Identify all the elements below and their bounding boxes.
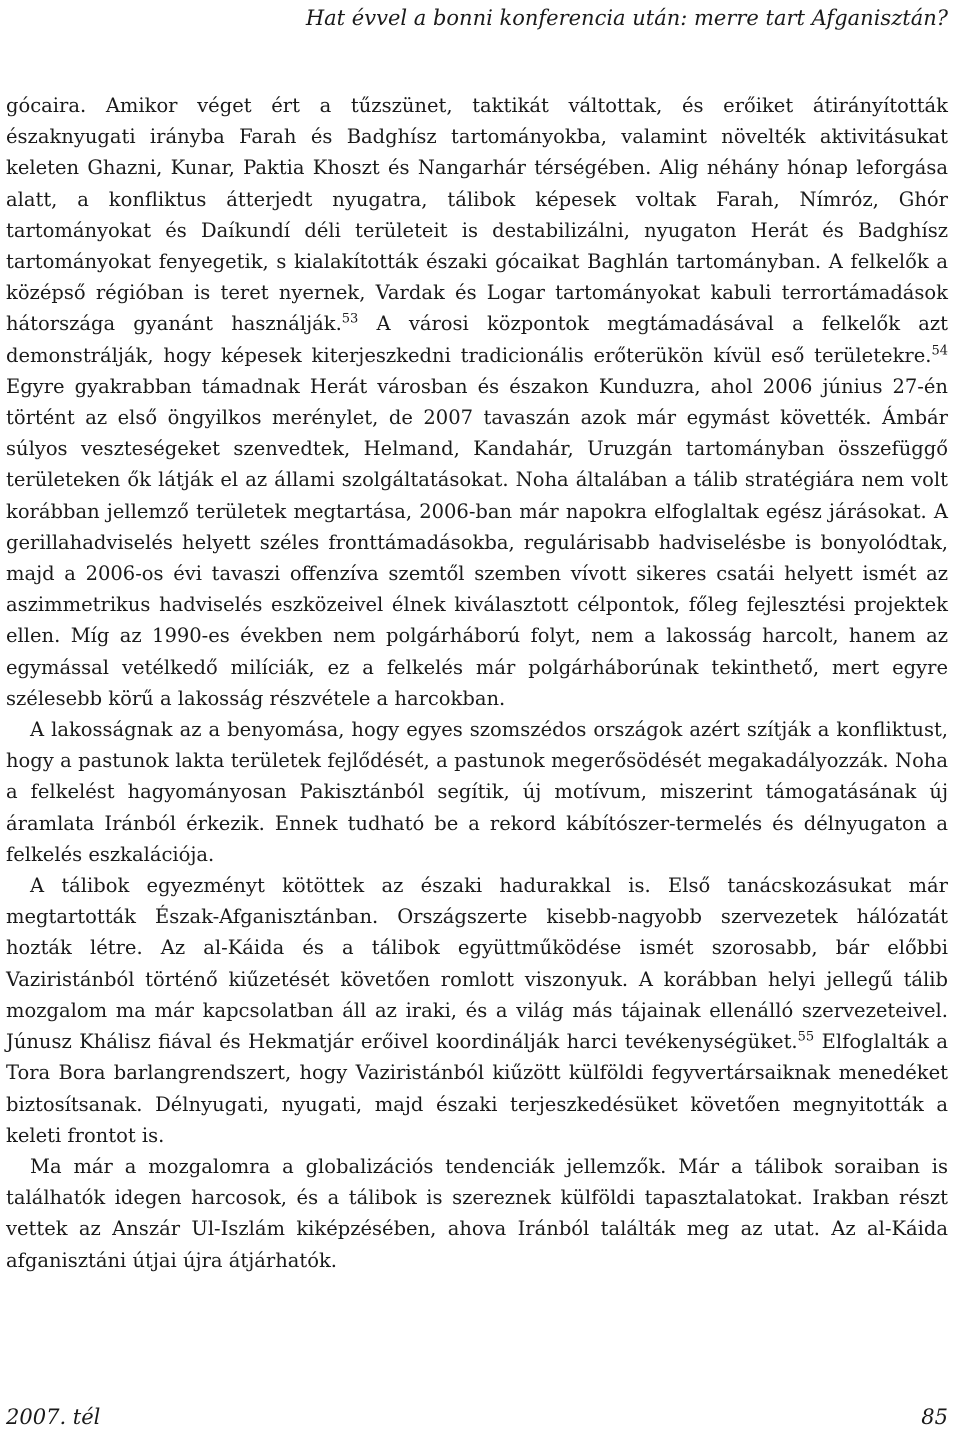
article-body	[6, 90, 948, 1276]
issue-label: 2007. tél	[6, 1405, 101, 1429]
paragraph-2	[6, 714, 948, 870]
page-number: 85	[921, 1405, 948, 1429]
footnote-ref[interactable]: 53	[341, 311, 359, 327]
paragraph-3	[6, 870, 948, 1151]
footnote-ref[interactable]: 54	[931, 343, 948, 359]
paragraph-1	[6, 90, 948, 714]
paragraph-text: A városi központok megtámadásával a felkelők azt demonstrálják, hogy képesek kiterjeszkedni tradicionális erőterükön kívül eső területekre.	[6, 312, 948, 367]
page-footer	[6, 1402, 948, 1432]
paragraph-text: A tálibok egyezményt kötöttek az északi hadurakkal is. Első tanácskozásukat már megtartották Észak-Afganisztánban. Országszerte kisebb-nagyobb szervezetek hálózatát hozták létre. Az al-Káida és a tálibok együttműködése ismét szorosabb, bár előbbi Vaziristánból történő kiűzetését követően romlott viszonyuk. A korábban helyi jellegű tálib mozgalom ma már kapcsolatban áll az iraki, és a világ más tájainak ellenálló szervezeteivel. Júnusz Khálisz fiával és Hekmatjár erőivel koordinálják harci tevékenységüket.	[6, 874, 948, 1054]
paragraph-text: Egyre gyakrabban támadnak Herát városban és északon Kunduzra, ahol 2006 június 27-én történt az első öngyilkos merénylet, de 2007 tavaszán azok már egymást követték. Ámbár súlyos veszteségeket szenvedtek, Helmand, Kandahár, Uruzgán tartományban összefüggő területeken ők látják el az állami szolgáltatásokat. Noha általában a tálib stratégiára nem volt korábban jellemző területek megtartása, 2006-ban már napokra elfoglaltak egész járásokat. A gerillahadviselés helyett széles fronttámadásokba, regulárisabb hadviselésbe is bonyolódtak, majd a 2006-os évi tavaszi offenzíva szemtől szemben vívott sikeres csatái helyett ismét az aszimmetrikus hadviselés eszközeivel élnek kiválasztott célpontok, főleg fejlesztési projektek ellen. Míg az 1990-es években nem polgárháború folyt, nem a lakosság harcolt, hanem az egymással vetélkedő milíciák, ez a felkelés már polgárháborúnak tekinthető, mert egyre szélesebb körű a lakosság részvétele a harcokban.	[6, 374, 948, 710]
paragraph-4	[6, 1151, 948, 1276]
paragraph-text: gócaira. Amikor véget ért a tűzszünet, taktikát váltottak, és erőiket átirányították északnyugati irányba Farah és Badghísz tartományokba, valamint növelték aktivitásukat keleten Ghazni, Kunar, Paktia Khoszt és Nangarhár térségében. Alig néhány hónap leforgása alatt, a konfliktus átterjedt nyugatra, tálibok képesek voltak Farah, Nímróz, Ghór tartományokat és Daíkundí déli területeit is destabilizálni, nyugaton Herát és Badghísz tartományokat fenyegetik, s kialakították északi gócaikat Baghlán tartományban. A felkelők a középső régióban is teret nyernek, Vardak és Logar tartományokat kabuli terrortámadások hátországa gyanánt használják.	[6, 94, 948, 336]
paragraph-text: Ma már a mozgalomra a globalizációs tendenciák jellemzők. Már a tálibok soraiban is találhatók idegen harcosok, és a tálibok is szereznek külföldi tapasztalatokat. Irakban részt vettek az Anszár Ul-Iszlám kiképzésében, ahova Iránból találták meg az utat. Az al-Káida afganisztáni útjai újra átjárhatók.	[6, 1154, 948, 1272]
footnote-ref[interactable]: 55	[797, 1029, 815, 1045]
paragraph-text: Elfoglalták a Tora Bora barlangrendszert, hogy Vaziristánból kiűzött külföldi fegyvertársaiknak menedéket biztosítsanak. Délnyugati, nyugati, majd északi terjeszkedésüket követően megnyitották a keleti frontot is.	[6, 1030, 948, 1147]
running-header	[0, 4, 948, 32]
running-title: Hat évvel a bonni konferencia után: merre tart Afganisztán?	[305, 6, 948, 30]
paragraph-text: A lakosságnak az a benyomása, hogy egyes szomszédos országok azért szítják a konfliktust, hogy a pastunok lakta területek fejlődését, a pastunok megerősödését megakadályozzák. Noha a felkelést hagyományosan Pakisztánból segítik, új motívum, miszerint támogatásának új áramlata Iránból érkezik. Ennek tudható be a rekord kábítószer-termelés és délnyugaton a felkelés eszkalációja.	[6, 718, 948, 866]
